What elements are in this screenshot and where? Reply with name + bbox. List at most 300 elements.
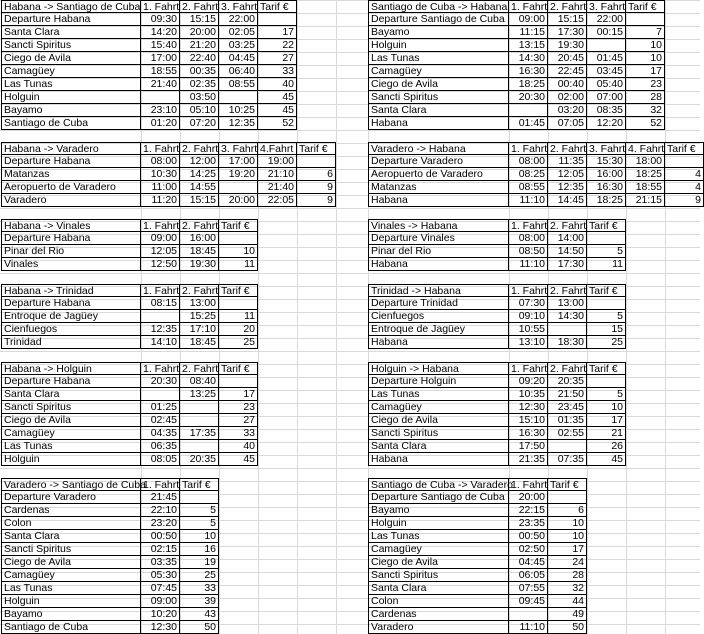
- time-cell: 08:00: [509, 232, 548, 245]
- time-cell: 02:05: [219, 26, 258, 39]
- time-cell: 15:40: [141, 39, 180, 52]
- table-title: Habana -> Varadero: [1, 142, 141, 155]
- time-cell: [548, 440, 587, 453]
- time-cell: 08:00: [141, 155, 180, 168]
- station-name: Sancti Spiritus: [368, 427, 509, 440]
- station-name: Ciego de Avila: [1, 52, 141, 65]
- time-cell: 02:35: [180, 78, 219, 91]
- fare-cell: 7: [626, 26, 665, 39]
- fare-cell: 28: [626, 91, 665, 104]
- column-header: 1. Fahrt: [511, 285, 548, 297]
- fare-cell: 10: [548, 530, 587, 543]
- table-title: Habana -> Holguin: [1, 362, 141, 375]
- time-cell: 21:40: [141, 78, 180, 91]
- fare-cell: 5: [587, 388, 626, 401]
- time-cell: 04:35: [141, 427, 180, 440]
- time-cell: 07:55: [509, 582, 548, 595]
- column-header: Tarif €: [626, 0, 665, 13]
- fare-cell: 22: [258, 39, 297, 52]
- time-cell: 01:45: [587, 52, 626, 65]
- station-name: Colon: [368, 595, 509, 608]
- column-header: Tarif €: [219, 219, 258, 232]
- time-cell: 18:55: [141, 65, 180, 78]
- fare-cell: 20: [219, 323, 258, 336]
- time-cell: 07:05: [548, 117, 587, 130]
- column-header: 1. Fahrt: [511, 1, 548, 13]
- station-name: Departure Santiago de Cuba: [368, 491, 509, 504]
- station-name: Varadero: [1, 194, 141, 207]
- column-header: Tarif €: [548, 478, 587, 491]
- time-cell: 10:30: [141, 168, 180, 181]
- station-name: Camagüey: [368, 401, 509, 414]
- fare-cell: 10: [626, 39, 665, 52]
- station-name: Cienfuegos: [368, 310, 509, 323]
- fare-cell: [297, 155, 336, 168]
- time-cell: 08:55: [509, 181, 548, 194]
- column-header: 3. Fahrt: [221, 1, 258, 13]
- time-cell: 15:30: [587, 155, 626, 168]
- fare-cell: 10: [587, 401, 626, 414]
- time-cell: [548, 323, 587, 336]
- column-header: Tarif €: [297, 142, 336, 155]
- fare-cell: 11: [587, 258, 626, 271]
- time-cell: 12:30: [141, 621, 180, 634]
- time-cell: 00:50: [141, 530, 180, 543]
- time-cell: 18:25: [587, 194, 626, 207]
- station-name: Matanzas: [368, 181, 509, 194]
- column-header: 2. Fahrt: [550, 1, 587, 13]
- time-cell: 02:15: [141, 543, 180, 556]
- fare-cell: 19: [180, 556, 219, 569]
- time-cell: 12:00: [180, 155, 219, 168]
- fare-cell: 45: [258, 91, 297, 104]
- station-name: Departure Habana: [1, 155, 141, 168]
- column-header: 4.Fahrt: [258, 142, 297, 155]
- column-header: 1. Fahrt: [511, 363, 548, 375]
- fare-cell: 4: [665, 181, 704, 194]
- time-cell: 00:15: [587, 26, 626, 39]
- column-header: Tarif €: [587, 219, 626, 232]
- time-cell: 17:30: [548, 26, 587, 39]
- fare-cell: 25: [180, 569, 219, 582]
- time-cell: 13:00: [180, 297, 219, 310]
- fare-cell: 27: [258, 52, 297, 65]
- column-header: 1. Fahrt: [143, 285, 180, 297]
- time-cell: 15:10: [509, 414, 548, 427]
- station-name: Santa Clara: [1, 26, 141, 39]
- fare-cell: 45: [219, 453, 258, 466]
- time-cell: 12:35: [219, 117, 258, 130]
- time-cell: 21:15: [626, 194, 665, 207]
- time-cell: 23:35: [509, 517, 548, 530]
- station-name: Las Tunas: [1, 78, 141, 91]
- time-cell: 21:40: [258, 181, 297, 194]
- time-cell: 16:30: [509, 65, 548, 78]
- fare-cell: 49: [548, 608, 587, 621]
- time-cell: 12:05: [141, 245, 180, 258]
- time-cell: 19:30: [180, 258, 219, 271]
- time-cell: 05:10: [180, 104, 219, 117]
- fare-cell: 40: [219, 440, 258, 453]
- column-header: 2. Fahrt: [550, 363, 587, 375]
- fare-cell: 23: [626, 78, 665, 91]
- station-name: Habana: [368, 336, 509, 349]
- column-header: 1. Fahrt: [143, 143, 180, 155]
- time-cell: 09:20: [509, 375, 548, 388]
- fare-cell: 5: [180, 504, 219, 517]
- station-name: Camagüey: [1, 65, 141, 78]
- station-name: Ciego de Avila: [368, 78, 509, 91]
- station-name: Las Tunas: [1, 440, 141, 453]
- station-name: Santa Clara: [368, 440, 509, 453]
- column-header: Tarif €: [219, 284, 258, 297]
- column-header: 2. Fahrt: [550, 143, 587, 155]
- fare-cell: 26: [587, 440, 626, 453]
- time-cell: 21:45: [141, 491, 180, 504]
- station-name: Vinales: [1, 258, 141, 271]
- time-cell: 22:00: [219, 13, 258, 26]
- station-name: Aeropuerto de Varadero: [1, 181, 141, 194]
- time-cell: 11:15: [509, 26, 548, 39]
- fare-cell: [548, 491, 587, 504]
- time-cell: 03:20: [548, 104, 587, 117]
- time-cell: 08:50: [509, 245, 548, 258]
- time-cell: 04:45: [219, 52, 258, 65]
- time-cell: [219, 181, 258, 194]
- grid-column-line: [297, 0, 298, 634]
- column-header: 2. Fahrt: [550, 220, 587, 232]
- station-name: Departure Habana: [1, 297, 141, 310]
- time-cell: 22:10: [141, 504, 180, 517]
- time-cell: 17:00: [141, 52, 180, 65]
- station-name: Varadero: [368, 621, 509, 634]
- time-cell: 22:05: [258, 194, 297, 207]
- time-cell: 12:30: [509, 401, 548, 414]
- station-name: Entroque de Jagüey: [368, 323, 509, 336]
- time-cell: 13:00: [548, 297, 587, 310]
- time-cell: 20:30: [141, 375, 180, 388]
- time-cell: 21:50: [548, 388, 587, 401]
- column-header: 3. Fahrt: [589, 143, 626, 155]
- time-cell: 21:10: [258, 168, 297, 181]
- fare-cell: 5: [587, 310, 626, 323]
- station-name: Departure Varadero: [1, 491, 141, 504]
- grid-column-line: [336, 0, 337, 634]
- time-cell: 19:00: [258, 155, 297, 168]
- time-cell: 11:20: [141, 194, 180, 207]
- time-cell: 20:00: [219, 194, 258, 207]
- station-name: Pinar del Rio: [1, 245, 141, 258]
- time-cell: 22:40: [180, 52, 219, 65]
- station-name: Habana: [368, 258, 509, 271]
- column-header: Tarif €: [219, 362, 258, 375]
- time-cell: 04:45: [509, 556, 548, 569]
- time-cell: 09:10: [509, 310, 548, 323]
- time-cell: 01:25: [141, 401, 180, 414]
- station-name: Trinidad: [1, 336, 141, 349]
- fare-cell: 17: [258, 26, 297, 39]
- grid-row-line: [0, 273, 700, 274]
- time-cell: 07:20: [180, 117, 219, 130]
- time-cell: 15:25: [180, 310, 219, 323]
- time-cell: 23:45: [548, 401, 587, 414]
- time-cell: 21:35: [509, 453, 548, 466]
- time-cell: 11:10: [509, 194, 548, 207]
- time-cell: 09:00: [141, 595, 180, 608]
- time-cell: 07:35: [548, 453, 587, 466]
- time-cell: 08:40: [180, 375, 219, 388]
- column-header: Tarif €: [180, 478, 219, 491]
- fare-cell: 33: [258, 65, 297, 78]
- time-cell: 07:45: [141, 582, 180, 595]
- time-cell: 15:15: [180, 13, 219, 26]
- table-title: Varadero -> Santiago de Cuba: [1, 478, 141, 491]
- station-name: Camagüey: [1, 569, 141, 582]
- column-header: 2. Fahrt: [182, 220, 219, 232]
- time-cell: 08:15: [141, 297, 180, 310]
- time-cell: 18:25: [509, 78, 548, 91]
- time-cell: 08:25: [509, 168, 548, 181]
- time-cell: 05:30: [141, 569, 180, 582]
- station-name: Bayamo: [368, 26, 509, 39]
- time-cell: 21:20: [180, 39, 219, 52]
- column-header: 1. Fahrt: [511, 479, 548, 491]
- time-cell: 22:15: [509, 504, 548, 517]
- fare-cell: 23: [219, 401, 258, 414]
- time-cell: 14:00: [548, 232, 587, 245]
- time-cell: 12:05: [548, 168, 587, 181]
- fare-cell: [587, 375, 626, 388]
- time-cell: 14:30: [548, 310, 587, 323]
- station-name: Sancti Spiritus: [1, 39, 141, 52]
- column-header: Tarif €: [665, 142, 704, 155]
- station-name: Holguin: [368, 517, 509, 530]
- fare-cell: 28: [548, 569, 587, 582]
- fare-cell: 10: [626, 52, 665, 65]
- time-cell: [141, 388, 180, 401]
- fare-cell: 17: [219, 388, 258, 401]
- time-cell: 01:45: [509, 117, 548, 130]
- time-cell: 17:30: [548, 258, 587, 271]
- station-name: Departure Varadero: [368, 155, 509, 168]
- time-cell: 14:55: [180, 181, 219, 194]
- fare-cell: 9: [297, 194, 336, 207]
- time-cell: 18:30: [548, 336, 587, 349]
- time-cell: 03:25: [219, 39, 258, 52]
- station-name: Habana: [368, 117, 509, 130]
- time-cell: 00:40: [548, 78, 587, 91]
- time-cell: 02:50: [509, 543, 548, 556]
- table-title: Santiago de Cuba -> Habana: [368, 0, 509, 13]
- fare-cell: 9: [297, 181, 336, 194]
- column-header: 1. Fahrt: [143, 1, 180, 13]
- fare-cell: 50: [548, 621, 587, 634]
- time-cell: 20:35: [548, 375, 587, 388]
- time-cell: 09:30: [141, 13, 180, 26]
- fare-cell: 17: [587, 414, 626, 427]
- time-cell: 13:10: [509, 336, 548, 349]
- time-cell: 09:00: [141, 232, 180, 245]
- time-cell: [509, 104, 548, 117]
- time-cell: [219, 91, 258, 104]
- station-name: Cardenas: [368, 608, 509, 621]
- station-name: Departure Vinales: [368, 232, 509, 245]
- time-cell: 07:30: [509, 297, 548, 310]
- time-cell: 03:50: [180, 91, 219, 104]
- column-header: 1. Fahrt: [511, 220, 548, 232]
- time-cell: 01:20: [141, 117, 180, 130]
- fare-cell: 39: [180, 595, 219, 608]
- column-header: Tarif €: [587, 362, 626, 375]
- fare-cell: 32: [548, 582, 587, 595]
- station-name: Cardenas: [1, 504, 141, 517]
- fare-cell: [219, 297, 258, 310]
- fare-cell: 27: [219, 414, 258, 427]
- time-cell: [509, 608, 548, 621]
- time-cell: 19:20: [219, 168, 258, 181]
- time-cell: 22:00: [587, 13, 626, 26]
- station-name: Aeropuerto de Varadero: [368, 168, 509, 181]
- time-cell: 16:00: [180, 232, 219, 245]
- time-cell: 06:40: [219, 65, 258, 78]
- station-name: Santiago de Cuba: [1, 117, 141, 130]
- time-cell: 11:35: [548, 155, 587, 168]
- column-header: Tarif €: [258, 0, 297, 13]
- time-cell: 16:30: [587, 181, 626, 194]
- time-cell: 15:15: [548, 13, 587, 26]
- time-cell: 18:25: [626, 168, 665, 181]
- column-header: 1. Fahrt: [143, 220, 180, 232]
- fare-cell: 9: [665, 194, 704, 207]
- fare-cell: [665, 155, 704, 168]
- station-name: Las Tunas: [368, 388, 509, 401]
- column-header: 2. Fahrt: [182, 363, 219, 375]
- table-title: Habana -> Trinidad: [1, 284, 141, 297]
- time-cell: 12:35: [141, 323, 180, 336]
- fare-cell: 44: [548, 595, 587, 608]
- time-cell: 22:45: [548, 65, 587, 78]
- time-cell: 14:50: [548, 245, 587, 258]
- station-name: Entroque de Jagüey: [1, 310, 141, 323]
- station-name: Sancti Spiritus: [368, 569, 509, 582]
- station-name: Camagüey: [368, 543, 509, 556]
- fare-cell: 45: [258, 104, 297, 117]
- time-cell: 14:45: [548, 194, 587, 207]
- time-cell: 03:45: [587, 65, 626, 78]
- station-name: Holguin: [1, 91, 141, 104]
- station-name: Holguin: [368, 39, 509, 52]
- station-name: Sancti Spiritus: [1, 401, 141, 414]
- time-cell: 20:30: [509, 91, 548, 104]
- time-cell: 09:45: [509, 595, 548, 608]
- time-cell: 23:20: [141, 517, 180, 530]
- station-name: Colon: [1, 517, 141, 530]
- time-cell: 10:20: [141, 608, 180, 621]
- time-cell: 23:10: [141, 104, 180, 117]
- column-header: 2. Fahrt: [182, 1, 219, 13]
- time-cell: 11:10: [509, 258, 548, 271]
- time-cell: 14:20: [141, 26, 180, 39]
- station-name: Matanzas: [1, 168, 141, 181]
- time-cell: 17:10: [180, 323, 219, 336]
- station-name: Santa Clara: [368, 582, 509, 595]
- table-title: Vinales -> Habana: [368, 219, 509, 232]
- time-cell: 11:10: [509, 621, 548, 634]
- fare-cell: 25: [219, 336, 258, 349]
- time-cell: 20:00: [509, 491, 548, 504]
- time-cell: 18:00: [626, 155, 665, 168]
- fare-cell: 21: [587, 427, 626, 440]
- fare-cell: 32: [626, 104, 665, 117]
- column-header: 2. Fahrt: [550, 285, 587, 297]
- fare-cell: 25: [587, 336, 626, 349]
- station-name: Holguin: [1, 453, 141, 466]
- time-cell: 03:35: [141, 556, 180, 569]
- fare-cell: 17: [626, 65, 665, 78]
- station-name: Cienfuegos: [1, 323, 141, 336]
- station-name: Sancti Spiritus: [368, 91, 509, 104]
- station-name: Santa Clara: [368, 104, 509, 117]
- time-cell: [180, 440, 219, 453]
- fare-cell: 5: [587, 245, 626, 258]
- time-cell: [587, 39, 626, 52]
- station-name: Ciego de Avila: [1, 556, 141, 569]
- fare-cell: 52: [258, 117, 297, 130]
- station-name: Departure Habana: [1, 232, 141, 245]
- time-cell: 08:35: [587, 104, 626, 117]
- column-header: 2. Fahrt: [182, 285, 219, 297]
- grid-row-line: [0, 468, 700, 469]
- station-name: Ciego de Avila: [368, 556, 509, 569]
- time-cell: 18:45: [180, 245, 219, 258]
- fare-cell: 43: [180, 608, 219, 621]
- fare-cell: 40: [258, 78, 297, 91]
- time-cell: 08:00: [509, 155, 548, 168]
- time-cell: 10:25: [219, 104, 258, 117]
- fare-cell: 52: [626, 117, 665, 130]
- fare-cell: [258, 13, 297, 26]
- fare-cell: 5: [180, 517, 219, 530]
- station-name: Ciego de Avila: [1, 414, 141, 427]
- fare-cell: 16: [180, 543, 219, 556]
- time-cell: 12:20: [587, 117, 626, 130]
- grid-row-line: [0, 208, 700, 209]
- time-cell: 10:55: [509, 323, 548, 336]
- station-name: Camagüey: [1, 427, 141, 440]
- time-cell: 02:55: [548, 427, 587, 440]
- fare-cell: 33: [219, 427, 258, 440]
- station-name: Las Tunas: [368, 52, 509, 65]
- fare-cell: [219, 375, 258, 388]
- time-cell: 20:45: [548, 52, 587, 65]
- fare-cell: 10: [219, 245, 258, 258]
- column-header: 1. Fahrt: [511, 143, 548, 155]
- time-cell: 13:15: [509, 39, 548, 52]
- table-title: Trinidad -> Habana: [368, 284, 509, 297]
- time-cell: 06:05: [509, 569, 548, 582]
- station-name: Las Tunas: [368, 530, 509, 543]
- table-title: Varadero -> Habana: [368, 142, 509, 155]
- time-cell: 02:45: [141, 414, 180, 427]
- fare-cell: 17: [548, 543, 587, 556]
- time-cell: [141, 310, 180, 323]
- table-title: Habana -> Vinales: [1, 219, 141, 232]
- station-name: Santiago de Cuba: [1, 621, 141, 634]
- station-name: Departure Habana: [1, 375, 141, 388]
- time-cell: 14:10: [141, 336, 180, 349]
- time-cell: 05:40: [587, 78, 626, 91]
- time-cell: 11:00: [141, 181, 180, 194]
